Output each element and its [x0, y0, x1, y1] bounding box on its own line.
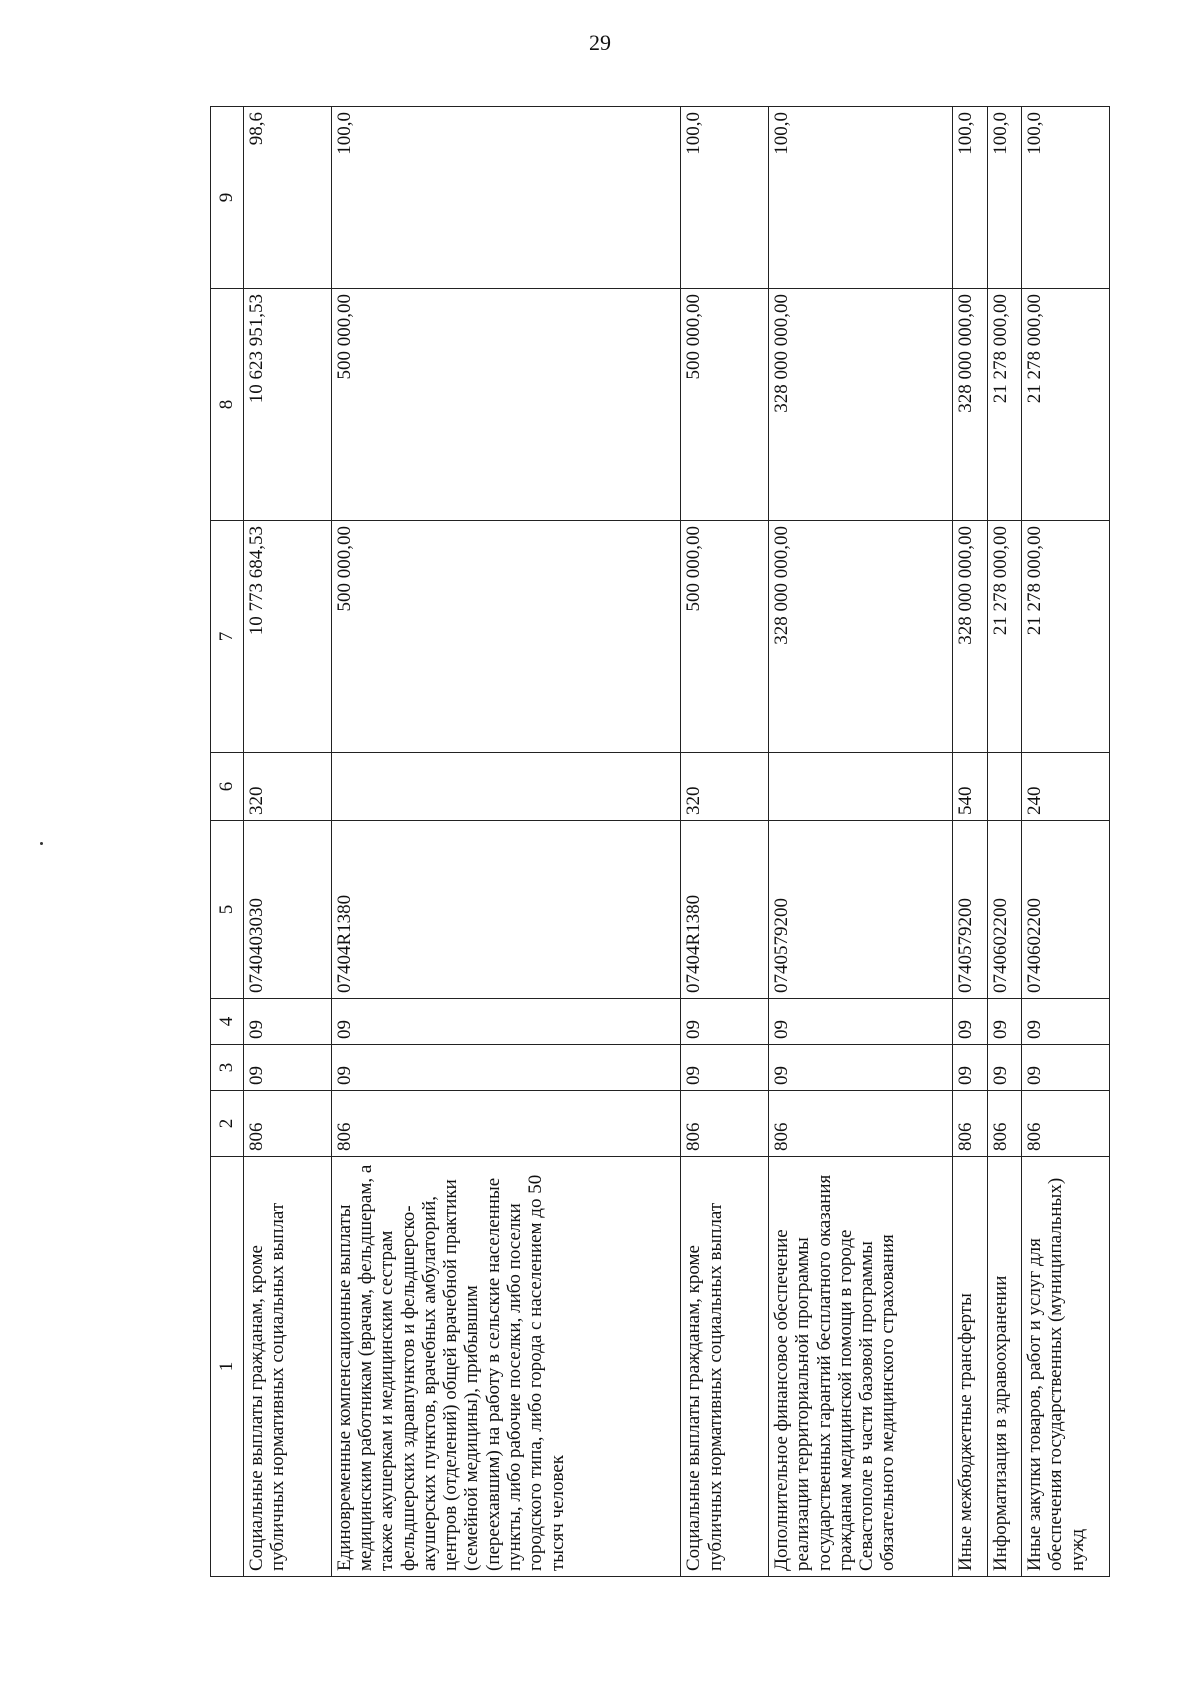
cell-col3: 09	[331, 1045, 680, 1091]
row-name: Иные закупки товаров, работ и услуг для обеспечения государственных (муниципальных) нужд	[1022, 1157, 1110, 1577]
header-cell: 5	[211, 821, 244, 999]
cell-col3: 09	[769, 1045, 953, 1091]
header-cell: 8	[211, 289, 244, 521]
cell-col8: 328 000 000,00	[769, 289, 953, 521]
cell-col3: 09	[244, 1045, 332, 1091]
header-cell: 6	[211, 753, 244, 821]
table-row	[244, 107, 332, 1577]
cell-col6	[331, 753, 680, 821]
header-cell: 4	[211, 999, 244, 1045]
cell-col9: 100,0	[987, 107, 1021, 289]
cell-col9: 100,0	[331, 107, 680, 289]
cell-col8: 10 623 951,53	[244, 289, 332, 521]
table-row	[769, 107, 953, 1577]
cell-col4: 09	[244, 999, 332, 1045]
table-row	[331, 107, 680, 1577]
row-name: Дополнительное финансовое обеспечение реализации территориальной программы государственных гарантий бесплатного оказания гражданам медицинской помощи в городе Севастополе в части базовой программы обязательного медицинского страхования	[769, 1157, 953, 1577]
cell-col9: 100,0	[769, 107, 953, 289]
cell-col7: 21 278 000,00	[1022, 521, 1110, 753]
header-cell: 1	[211, 1157, 244, 1577]
cell-col5: 0740579200	[953, 821, 987, 999]
cell-col3: 09	[987, 1045, 1021, 1091]
cell-col3: 09	[953, 1045, 987, 1091]
cell-col2: 806	[331, 1091, 680, 1157]
cell-col8: 328 000 000,00	[953, 289, 987, 521]
row-name: Информатизация в здравоохранении	[987, 1157, 1021, 1577]
budget-table	[210, 106, 1110, 1577]
cell-col2: 806	[953, 1091, 987, 1157]
cell-col9: 100,0	[953, 107, 987, 289]
cell-col5: 0740579200	[769, 821, 953, 999]
cell-col4: 09	[681, 999, 769, 1045]
cell-col5: 0740602200	[1022, 821, 1110, 999]
table-row	[987, 107, 1021, 1577]
cell-col8: 500 000,00	[331, 289, 680, 521]
scan-speck	[40, 842, 43, 845]
cell-col4: 09	[331, 999, 680, 1045]
cell-col7: 10 773 684,53	[244, 521, 332, 753]
cell-col8: 21 278 000,00	[987, 289, 1021, 521]
cell-col9: 100,0	[1022, 107, 1110, 289]
cell-col6: 240	[1022, 753, 1110, 821]
cell-col4: 09	[769, 999, 953, 1045]
cell-col3: 09	[681, 1045, 769, 1091]
cell-col2: 806	[987, 1091, 1021, 1157]
cell-col8: 500 000,00	[681, 289, 769, 521]
cell-col7: 328 000 000,00	[953, 521, 987, 753]
cell-col4: 09	[987, 999, 1021, 1045]
cell-col6	[769, 753, 953, 821]
cell-col7: 500 000,00	[331, 521, 680, 753]
table-row	[953, 107, 987, 1577]
header-cell: 7	[211, 521, 244, 753]
cell-col2: 806	[769, 1091, 953, 1157]
rotated-table-frame	[210, 107, 1110, 1577]
cell-col7: 328 000 000,00	[769, 521, 953, 753]
cell-col4: 09	[1022, 999, 1110, 1045]
page-number: 29	[589, 30, 611, 55]
row-name: Иные межбюджетные трансферты	[953, 1157, 987, 1577]
cell-col9: 100,0	[681, 107, 769, 289]
cell-col5: 07404R1380	[331, 821, 680, 999]
cell-col7: 21 278 000,00	[987, 521, 1021, 753]
row-name: Социальные выплаты гражданам, кроме публичных нормативных социальных выплат	[681, 1157, 769, 1577]
cell-col8: 21 278 000,00	[1022, 289, 1110, 521]
table-container	[210, 107, 1110, 1577]
header-cell: 9	[211, 107, 244, 289]
cell-col2: 806	[244, 1091, 332, 1157]
header-cell: 2	[211, 1091, 244, 1157]
cell-col4: 09	[953, 999, 987, 1045]
cell-col5: 0740602200	[987, 821, 1021, 999]
table-row	[1022, 107, 1110, 1577]
header-cell: 3	[211, 1045, 244, 1091]
header-row	[211, 107, 244, 1577]
cell-col6: 540	[953, 753, 987, 821]
cell-col2: 806	[1022, 1091, 1110, 1157]
cell-col3: 09	[1022, 1045, 1110, 1091]
cell-col5: 0740403030	[244, 821, 332, 999]
row-name: Социальные выплаты гражданам, кроме публичных нормативных социальных выплат	[244, 1157, 332, 1577]
table-row	[681, 107, 769, 1577]
cell-col9: 98,6	[244, 107, 332, 289]
cell-col7: 500 000,00	[681, 521, 769, 753]
cell-col5: 07404R1380	[681, 821, 769, 999]
cell-col6	[987, 753, 1021, 821]
cell-col6: 320	[681, 753, 769, 821]
cell-col2: 806	[681, 1091, 769, 1157]
cell-col6: 320	[244, 753, 332, 821]
row-name: Единовременные компенсационные выплаты медицинским работникам (врачам, фельдшерам, а также акушеркам и медицинским сестрам фельдшерских здравпунктов и фельдшерско-акушерских пунктов, врачебных амбулаторий, центров (отделений) общей врачебной практики (семейной медицины), прибывшим (переехавшим) на работу в сельские населенные пункты, либо рабочие поселки, либо поселки городского типа, либо города с населением до 50 тысяч человек	[331, 1157, 680, 1577]
